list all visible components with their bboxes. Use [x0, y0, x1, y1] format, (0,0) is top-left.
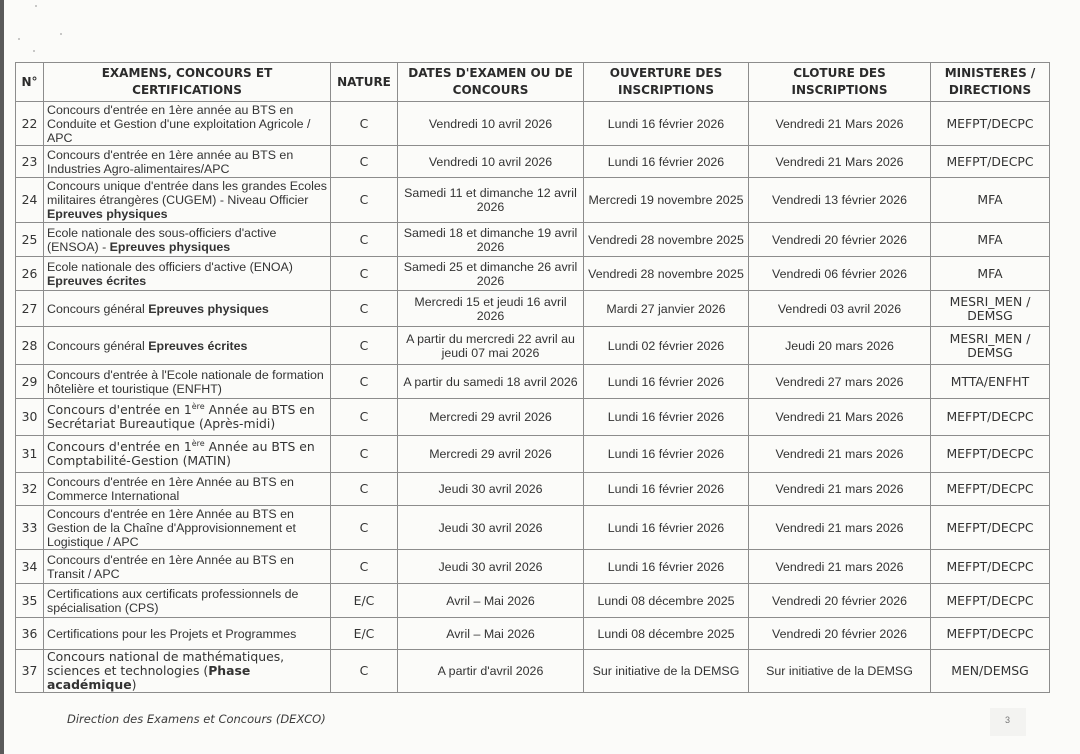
- exam-name-text: ère: [191, 401, 205, 411]
- registration-closing: Vendredi 13 février 2026: [749, 178, 931, 223]
- exam-name: [44, 257, 331, 291]
- table-row: [16, 436, 1050, 473]
- exam-name-text: Concours d'entrée en 1: [47, 439, 192, 454]
- exam-name: [44, 178, 331, 223]
- nature: C: [331, 327, 398, 365]
- exam-dates: Mercredi 15 et jeudi 16 avril 2026: [398, 291, 584, 327]
- exam-dates: A partir d'avril 2026: [398, 650, 584, 693]
- nature: C: [331, 365, 398, 399]
- registration-closing: Vendredi 21 mars 2026: [749, 550, 931, 584]
- ministry: MFA: [931, 257, 1050, 291]
- nature: C: [331, 506, 398, 550]
- nature: C: [331, 102, 398, 146]
- ministry: MESRI_MEN / DEMSG: [931, 327, 1050, 365]
- table-row: [16, 399, 1050, 436]
- exam-name-text: Concours général: [47, 301, 149, 316]
- exam-name: [44, 291, 331, 327]
- exam-name-text: Concours d'entrée en 1ère année au BTS en Conduite et Gestion d'une exploitation Agricole / APC: [47, 102, 311, 145]
- ministry: MEFPT/DECPC: [931, 618, 1050, 650]
- table-row: [16, 365, 1050, 399]
- scan-speck: [60, 33, 62, 35]
- exam-name: [44, 618, 331, 650]
- registration-opening: Lundi 16 février 2026: [584, 365, 749, 399]
- exam-name-text: ère: [191, 438, 205, 448]
- exam-name-text: Certifications pour les Projets et Programmes: [47, 626, 297, 641]
- registration-closing: Vendredi 03 avril 2026: [749, 291, 931, 327]
- table-row: [16, 550, 1050, 584]
- nature: C: [331, 550, 398, 584]
- table-row: [16, 327, 1050, 365]
- row-number: 29: [16, 365, 44, 399]
- registration-opening: Lundi 16 février 2026: [584, 550, 749, 584]
- row-number: 25: [16, 223, 44, 257]
- registration-closing: Vendredi 21 mars 2026: [749, 473, 931, 506]
- table-row: [16, 257, 1050, 291]
- registration-closing: Vendredi 21 Mars 2026: [749, 146, 931, 178]
- exam-name-emphasis: Phase académique: [47, 663, 251, 692]
- row-number: 35: [16, 584, 44, 618]
- table-row: [16, 291, 1050, 327]
- exam-name: [44, 327, 331, 365]
- table-row: [16, 223, 1050, 257]
- exam-dates: Samedi 25 et dimanche 26 avril 2026: [398, 257, 584, 291]
- table-row: [16, 102, 1050, 146]
- exam-dates: A partir du samedi 18 avril 2026: [398, 365, 584, 399]
- nature: E/C: [331, 618, 398, 650]
- nature: C: [331, 257, 398, 291]
- exam-name: [44, 650, 331, 693]
- exam-name: [44, 584, 331, 618]
- exam-dates: Jeudi 30 avril 2026: [398, 473, 584, 506]
- registration-closing: Vendredi 27 mars 2026: [749, 365, 931, 399]
- ministry: MESRI_MEN / DEMSG: [931, 291, 1050, 327]
- ministry: MEFPT/DECPC: [931, 584, 1050, 618]
- exam-name: [44, 473, 331, 506]
- ministry: MEFPT/DECPC: [931, 102, 1050, 146]
- registration-closing: Vendredi 20 février 2026: [749, 223, 931, 257]
- exam-name-text: Concours d'entrée en 1ère Année au BTS en Commerce International: [47, 475, 294, 503]
- exam-dates: Vendredi 10 avril 2026: [398, 146, 584, 178]
- registration-opening: Lundi 02 février 2026: [584, 327, 749, 365]
- table-row: [16, 506, 1050, 550]
- registration-opening: Mardi 27 janvier 2026: [584, 291, 749, 327]
- exam-name-text: Concours d'entrée en 1: [47, 402, 192, 417]
- exam-name-text: Concours d'entrée en 1ère Année au BTS en Transit / APC: [47, 552, 294, 581]
- registration-opening: Vendredi 28 novembre 2025: [584, 257, 749, 291]
- exam-dates: A partir du mercredi 22 avril au jeudi 07 mai 2026: [398, 327, 584, 365]
- exam-name-emphasis: Epreuves physiques: [47, 207, 168, 221]
- row-number: 37: [16, 650, 44, 693]
- exam-dates: Jeudi 30 avril 2026: [398, 506, 584, 550]
- exam-name: [44, 146, 331, 178]
- header-opening: OUVERTURE DES INSCRIPTIONS: [584, 63, 749, 102]
- registration-opening: Mercredi 19 novembre 2025: [584, 178, 749, 223]
- scan-speck: [35, 5, 37, 7]
- exam-name-text: Certifications aux certificats professionnels de spécialisation (CPS): [47, 586, 299, 615]
- header-nature: NATURE: [331, 63, 398, 102]
- registration-closing: Jeudi 20 mars 2026: [749, 327, 931, 365]
- table-row: [16, 178, 1050, 223]
- row-number: 32: [16, 473, 44, 506]
- exam-name: [44, 365, 331, 399]
- registration-closing: Vendredi 21 mars 2026: [749, 436, 931, 473]
- ministry: MEFPT/DECPC: [931, 436, 1050, 473]
- registration-opening: Sur initiative de la DEMSG: [584, 650, 749, 693]
- exam-name-text: Année au BTS en Secrétariat Bureautique (Après-midi): [47, 402, 315, 431]
- exam-dates: Mercredi 29 avril 2026: [398, 436, 584, 473]
- nature: E/C: [331, 584, 398, 618]
- registration-closing: Sur initiative de la DEMSG: [749, 650, 931, 693]
- exam-name: [44, 399, 331, 436]
- ministry: MEFPT/DECPC: [931, 550, 1050, 584]
- row-number: 26: [16, 257, 44, 291]
- table-row: [16, 618, 1050, 650]
- exam-dates: Samedi 18 et dimanche 19 avril 2026: [398, 223, 584, 257]
- registration-opening: Lundi 16 février 2026: [584, 399, 749, 436]
- registration-closing: Vendredi 21 Mars 2026: [749, 102, 931, 146]
- row-number: 33: [16, 506, 44, 550]
- page-edge: [0, 0, 4, 754]
- registration-opening: Lundi 16 février 2026: [584, 506, 749, 550]
- exam-name: [44, 506, 331, 550]
- registration-closing: Vendredi 21 mars 2026: [749, 506, 931, 550]
- exam-name-emphasis: Epreuves écrites: [47, 273, 147, 288]
- footer-text: Direction des Examens et Concours (DEXCO): [67, 712, 326, 726]
- exam-name-emphasis: Epreuves écrites: [148, 338, 248, 353]
- exam-name-text: Concours d'entrée en 1ère année au BTS en Industries Agro-alimentaires/APC: [47, 147, 294, 176]
- ministry: MTTA/ENFHT: [931, 365, 1050, 399]
- ministry: MFA: [931, 178, 1050, 223]
- exam-name-text: Concours unique d'entrée dans les grandes Ecoles militaires étrangères (CUGEM) - Niveau Officier: [47, 179, 327, 207]
- exam-name-emphasis: Epreuves physiques: [148, 301, 269, 316]
- exam-name-text: ): [131, 677, 137, 692]
- row-number: 22: [16, 102, 44, 146]
- exam-name-emphasis: Epreuves physiques: [109, 239, 231, 254]
- exam-name-text: Concours général: [47, 338, 149, 353]
- row-number: 36: [16, 618, 44, 650]
- scan-speck: [18, 38, 20, 40]
- exam-name: [44, 550, 331, 584]
- nature: C: [331, 436, 398, 473]
- exam-dates: Avril – Mai 2026: [398, 618, 584, 650]
- registration-opening: Lundi 16 février 2026: [584, 436, 749, 473]
- registration-closing: Vendredi 21 Mars 2026: [749, 399, 931, 436]
- ministry: MEN/DEMSG: [931, 650, 1050, 693]
- header-ministry: MINISTERES / DIRECTIONS: [931, 63, 1050, 102]
- row-number: 34: [16, 550, 44, 584]
- table-row: [16, 146, 1050, 178]
- registration-closing: Vendredi 20 février 2026: [749, 618, 931, 650]
- exam-dates: Jeudi 30 avril 2026: [398, 550, 584, 584]
- exam-dates: Vendredi 10 avril 2026: [398, 102, 584, 146]
- exam-name: [44, 102, 331, 146]
- nature: C: [331, 178, 398, 223]
- table-row: [16, 650, 1050, 693]
- exam-name-text: Ecole nationale des sous-officiers d'active (ENSOA) -: [47, 225, 277, 254]
- header-exam: EXAMENS, CONCOURS ET CERTIFICATIONS: [44, 63, 331, 102]
- registration-opening: Lundi 08 décembre 2025: [584, 584, 749, 618]
- registration-opening: Lundi 16 février 2026: [584, 102, 749, 146]
- nature: C: [331, 291, 398, 327]
- nature: C: [331, 473, 398, 506]
- exam-dates: Avril – Mai 2026: [398, 584, 584, 618]
- ministry: MEFPT/DECPC: [931, 506, 1050, 550]
- registration-opening: Lundi 16 février 2026: [584, 473, 749, 506]
- table-header-row: [16, 63, 1050, 102]
- row-number: 23: [16, 146, 44, 178]
- registration-opening: Lundi 08 décembre 2025: [584, 618, 749, 650]
- row-number: 28: [16, 327, 44, 365]
- nature: C: [331, 146, 398, 178]
- row-number: 24: [16, 178, 44, 223]
- table-row: [16, 584, 1050, 618]
- ministry: MEFPT/DECPC: [931, 399, 1050, 436]
- nature: C: [331, 650, 398, 693]
- registration-opening: Vendredi 28 novembre 2025: [584, 223, 749, 257]
- exam-name: [44, 223, 331, 257]
- registration-closing: Vendredi 06 février 2026: [749, 257, 931, 291]
- ministry: MEFPT/DECPC: [931, 473, 1050, 506]
- registration-opening: Lundi 16 février 2026: [584, 146, 749, 178]
- exam-name: [44, 436, 331, 473]
- header-num: N°: [16, 63, 44, 102]
- nature: C: [331, 223, 398, 257]
- row-number: 30: [16, 399, 44, 436]
- exam-name-text: Année au BTS en Comptabilité-Gestion (MATIN): [47, 439, 315, 468]
- exam-dates: Mercredi 29 avril 2026: [398, 399, 584, 436]
- exam-schedule-table: [15, 62, 1050, 693]
- exam-name-text: Concours national de mathématiques, sciences et technologies (: [47, 649, 285, 678]
- header-dates: DATES D'EXAMEN OU DE CONCOURS: [398, 63, 584, 102]
- row-number: 27: [16, 291, 44, 327]
- ministry: MEFPT/DECPC: [931, 146, 1050, 178]
- table-row: [16, 473, 1050, 506]
- page-number: 3: [1005, 715, 1011, 725]
- nature: C: [331, 399, 398, 436]
- exam-name-text: Concours d'entrée en 1ère Année au BTS en Gestion de la Chaîne d'Approvisionnement et Logistique / APC: [47, 506, 296, 549]
- exam-name-text: Ecole nationale des officiers d'active (ENOA): [47, 259, 293, 274]
- ministry: MFA: [931, 223, 1050, 257]
- exam-dates: Samedi 11 et dimanche 12 avril 2026: [398, 178, 584, 223]
- exam-name-text: Concours d'entrée à l'Ecole nationale de formation hôtelière et touristique (ENFHT): [47, 367, 324, 396]
- registration-closing: Vendredi 20 février 2026: [749, 584, 931, 618]
- row-number: 31: [16, 436, 44, 473]
- scan-speck: [33, 50, 35, 52]
- header-closing: CLOTURE DES INSCRIPTIONS: [749, 63, 931, 102]
